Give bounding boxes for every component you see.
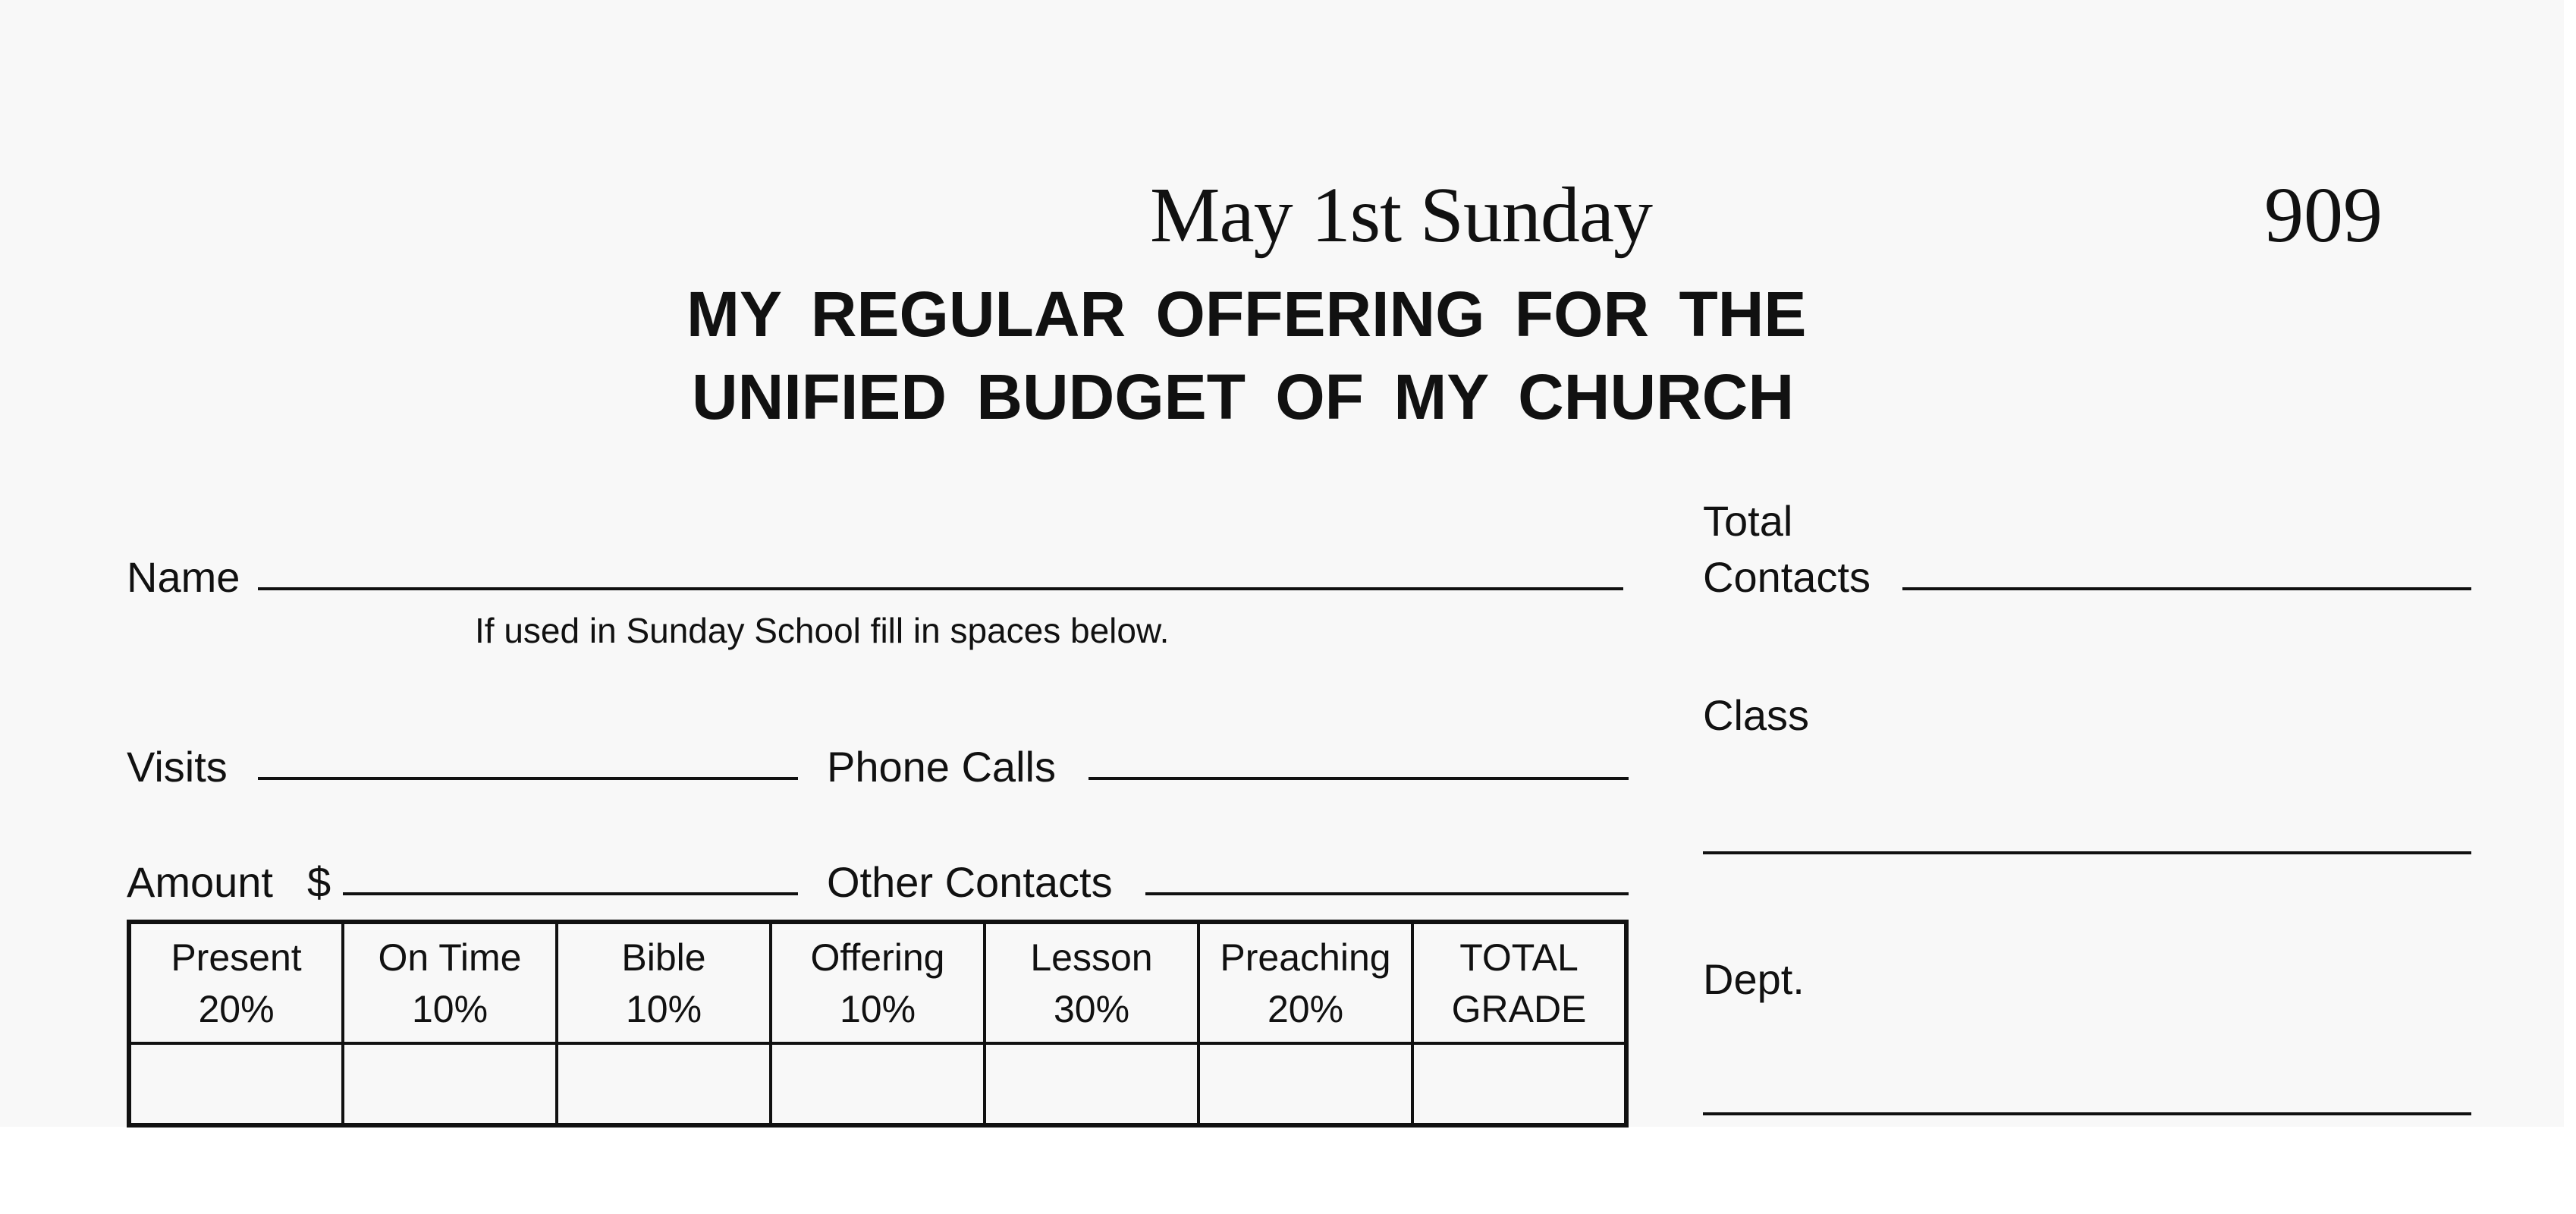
column-bible — [557, 922, 771, 1043]
column-name: On Time — [378, 936, 522, 979]
column-preaching — [1198, 922, 1412, 1043]
offering-heading-line-2: UNIFIED BUDGET OF MY CHURCH — [692, 361, 1795, 432]
sunday-school-note: If used in Sunday School fill in spaces below. — [475, 611, 1170, 650]
envelope-number: 909 — [2264, 171, 2383, 259]
column-weight: 20% — [1267, 987, 1344, 1030]
column-on-time — [343, 922, 557, 1043]
other-contacts-label: Other Contacts — [827, 858, 1113, 906]
name-label: Name — [127, 553, 240, 601]
contacts-label: Contacts — [1703, 553, 1871, 601]
column-weight: 10% — [411, 987, 488, 1030]
visits-field[interactable] — [258, 777, 798, 780]
class-label: Class — [1703, 691, 1810, 739]
phone-calls-label: Phone Calls — [827, 743, 1056, 791]
column-name: TOTAL — [1459, 936, 1579, 979]
lesson-grade-cell[interactable] — [985, 1043, 1198, 1125]
column-present — [129, 922, 343, 1043]
on-time-grade-cell[interactable] — [343, 1043, 557, 1125]
amount-field[interactable] — [343, 892, 798, 895]
phone-calls-field[interactable] — [1089, 777, 1629, 780]
preaching-grade-cell[interactable] — [1198, 1043, 1412, 1125]
total-grade-cell[interactable] — [1412, 1043, 1626, 1125]
column-weight: 30% — [1053, 987, 1130, 1030]
present-grade-cell[interactable] — [129, 1043, 343, 1125]
total-contacts-field[interactable] — [1902, 587, 2471, 590]
column-lesson — [985, 922, 1198, 1043]
grade-table-header-row — [129, 922, 1626, 1043]
column-name: Lesson — [1030, 936, 1153, 979]
dept-field[interactable] — [1703, 1112, 2471, 1115]
column-weight: 10% — [625, 987, 702, 1030]
amount-label: Amount — [127, 858, 273, 906]
class-field[interactable] — [1703, 851, 2471, 854]
column-name: Preaching — [1220, 936, 1391, 979]
dollar-sign: $ — [307, 858, 331, 906]
column-weight: GRADE — [1451, 987, 1587, 1030]
grade-table — [127, 920, 1629, 1128]
name-field[interactable] — [258, 587, 1623, 590]
column-name: Bible — [621, 936, 706, 979]
offering-heading-line-1: MY REGULAR OFFERING FOR THE — [686, 278, 1807, 350]
column-weight: 10% — [839, 987, 916, 1030]
offering-grade-cell[interactable] — [771, 1043, 985, 1125]
dept-label: Dept. — [1703, 955, 1805, 1003]
column-name: Offering — [810, 936, 945, 979]
grade-table-entry-row — [129, 1043, 1626, 1125]
total-label: Total — [1703, 497, 1793, 545]
column-name: Present — [171, 936, 302, 979]
column-offering — [771, 922, 985, 1043]
bible-grade-cell[interactable] — [557, 1043, 771, 1125]
column-weight: 20% — [198, 987, 275, 1030]
visits-label: Visits — [127, 743, 228, 791]
sunday-date-title: May 1st Sunday — [1150, 171, 1652, 259]
other-contacts-field[interactable] — [1145, 892, 1629, 895]
column-total-grade — [1412, 922, 1626, 1043]
